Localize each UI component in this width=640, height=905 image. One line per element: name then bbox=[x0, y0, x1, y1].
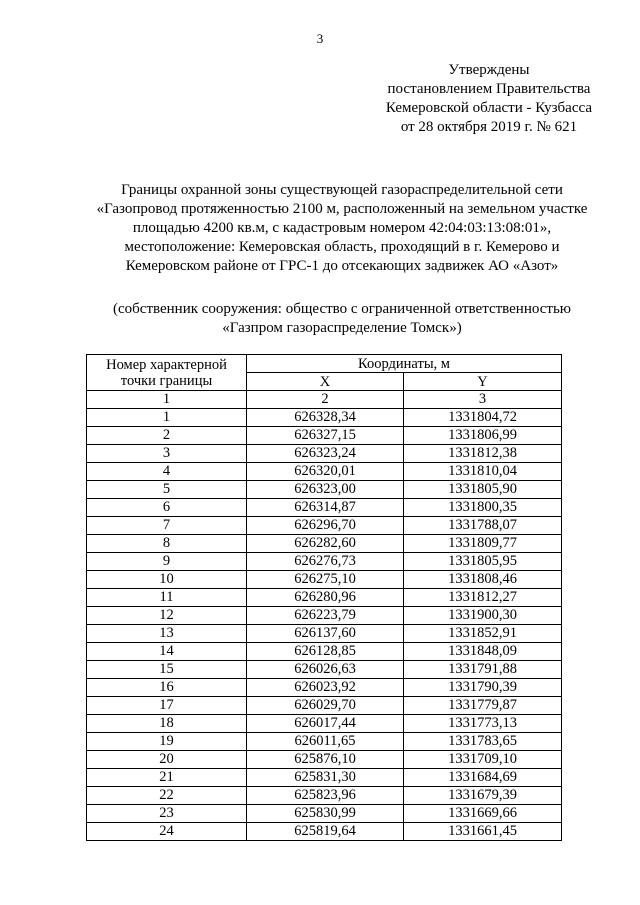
y-coordinate-cell: 1331900,30 bbox=[404, 607, 562, 625]
y-coordinate-cell: 1331809,77 bbox=[404, 535, 562, 553]
point-number-cell: 9 bbox=[87, 553, 247, 571]
table-row bbox=[87, 823, 562, 841]
table-row bbox=[87, 571, 562, 589]
approval-line: Утверждены bbox=[448, 62, 530, 78]
point-number-cell: 21 bbox=[87, 769, 247, 787]
header-x: X bbox=[247, 373, 404, 391]
point-number-cell: 24 bbox=[87, 823, 247, 841]
table-row bbox=[87, 805, 562, 823]
point-number-cell: 23 bbox=[87, 805, 247, 823]
table-row bbox=[87, 625, 562, 643]
point-number-cell: 13 bbox=[87, 625, 247, 643]
x-coordinate-cell: 625830,99 bbox=[247, 805, 404, 823]
table-row bbox=[87, 427, 562, 445]
x-coordinate-cell: 626026,63 bbox=[247, 661, 404, 679]
x-coordinate-cell: 626017,44 bbox=[247, 715, 404, 733]
x-coordinate-cell: 626023,92 bbox=[247, 679, 404, 697]
owner-line: «Газпром газораспределение Томск») bbox=[222, 320, 462, 336]
y-coordinate-cell: 1331810,04 bbox=[404, 463, 562, 481]
owner-note bbox=[40, 300, 640, 338]
y-coordinate-cell: 1331669,66 bbox=[404, 805, 562, 823]
table-row bbox=[87, 535, 562, 553]
y-coordinate-cell: 1331800,35 bbox=[404, 499, 562, 517]
point-number-cell: 12 bbox=[87, 607, 247, 625]
header-point-line: Номер характерной bbox=[106, 356, 227, 373]
table-row bbox=[87, 751, 562, 769]
point-number-cell: 6 bbox=[87, 499, 247, 517]
y-coordinate-cell: 1331788,07 bbox=[404, 517, 562, 535]
point-number-cell: 1 bbox=[87, 409, 247, 427]
title-line: Границы охранной зоны существующей газораспределительной сети bbox=[121, 182, 563, 198]
title-line: Кемеровском районе от ГРС-1 до отсекающих задвижек АО «Азот» bbox=[125, 258, 559, 274]
x-coordinate-cell: 626276,73 bbox=[247, 553, 404, 571]
y-coordinate-cell: 1331661,45 bbox=[404, 823, 562, 841]
header-y: Y bbox=[404, 373, 562, 391]
approval-line: Кемеровской области - Кузбасса bbox=[385, 100, 592, 116]
point-number-cell: 2 bbox=[87, 427, 247, 445]
x-coordinate-cell: 626323,00 bbox=[247, 481, 404, 499]
point-number-cell: 7 bbox=[87, 517, 247, 535]
y-coordinate-cell: 1331852,91 bbox=[404, 625, 562, 643]
point-number-cell: 11 bbox=[87, 589, 247, 607]
point-number-cell: 18 bbox=[87, 715, 247, 733]
header-point-line: точки границы bbox=[120, 372, 213, 389]
x-coordinate-cell: 626011,65 bbox=[247, 733, 404, 751]
owner-line: (собственник сооружения: общество с ограниченной ответственностью bbox=[113, 301, 571, 317]
x-coordinate-cell: 626137,60 bbox=[247, 625, 404, 643]
x-coordinate-cell: 625876,10 bbox=[247, 751, 404, 769]
coordinates-table bbox=[86, 354, 562, 841]
point-number-cell: 19 bbox=[87, 733, 247, 751]
table-row bbox=[87, 733, 562, 751]
x-coordinate-cell: 626223,79 bbox=[247, 607, 404, 625]
point-number-cell: 5 bbox=[87, 481, 247, 499]
y-coordinate-cell: 1331812,27 bbox=[404, 589, 562, 607]
y-coordinate-cell: 1331684,69 bbox=[404, 769, 562, 787]
point-number-cell: 4 bbox=[87, 463, 247, 481]
y-coordinate-cell: 1331805,95 bbox=[404, 553, 562, 571]
point-number-cell: 10 bbox=[87, 571, 247, 589]
table-row bbox=[87, 715, 562, 733]
page-number: 3 bbox=[316, 31, 324, 46]
y-coordinate-cell: 1331806,99 bbox=[404, 427, 562, 445]
table-row bbox=[87, 463, 562, 481]
table-row bbox=[87, 409, 562, 427]
x-coordinate-cell: 626275,10 bbox=[247, 571, 404, 589]
y-coordinate-cell: 1331812,38 bbox=[404, 445, 562, 463]
x-coordinate-cell: 626328,34 bbox=[247, 409, 404, 427]
title-line: местоположение: Кемеровская область, проходящий в г. Кемерово и bbox=[124, 239, 560, 255]
y-coordinate-cell: 1331679,39 bbox=[404, 787, 562, 805]
y-coordinate-cell: 1331848,09 bbox=[404, 643, 562, 661]
x-coordinate-cell: 626282,60 bbox=[247, 535, 404, 553]
point-number-cell: 16 bbox=[87, 679, 247, 697]
y-coordinate-cell: 1331808,46 bbox=[404, 571, 562, 589]
y-coordinate-cell: 1331790,39 bbox=[404, 679, 562, 697]
x-coordinate-cell: 626314,87 bbox=[247, 499, 404, 517]
title-line: «Газопровод протяженностью 2100 м, расположенный на земельном участке bbox=[96, 201, 588, 217]
point-number-cell: 8 bbox=[87, 535, 247, 553]
table-row bbox=[87, 607, 562, 625]
y-coordinate-cell: 1331783,65 bbox=[404, 733, 562, 751]
table-row bbox=[87, 589, 562, 607]
table-row bbox=[87, 643, 562, 661]
x-coordinate-cell: 625831,30 bbox=[247, 769, 404, 787]
table-row bbox=[87, 517, 562, 535]
table-row bbox=[87, 481, 562, 499]
x-coordinate-cell: 625819,64 bbox=[247, 823, 404, 841]
table-row bbox=[87, 499, 562, 517]
approval-line: постановлением Правительства bbox=[387, 81, 591, 97]
x-coordinate-cell: 625823,96 bbox=[247, 787, 404, 805]
table-row bbox=[87, 697, 562, 715]
y-coordinate-cell: 1331791,88 bbox=[404, 661, 562, 679]
table-row bbox=[87, 553, 562, 571]
y-coordinate-cell: 1331779,87 bbox=[404, 697, 562, 715]
approval-line: от 28 октября 2019 г. № 621 bbox=[400, 119, 578, 135]
x-coordinate-cell: 626029,70 bbox=[247, 697, 404, 715]
table-row bbox=[87, 787, 562, 805]
point-number-cell: 22 bbox=[87, 787, 247, 805]
column-number-3: 3 bbox=[404, 391, 562, 409]
table-row bbox=[87, 769, 562, 787]
y-coordinate-cell: 1331805,90 bbox=[404, 481, 562, 499]
y-coordinate-cell: 1331804,72 bbox=[404, 409, 562, 427]
point-number-cell: 14 bbox=[87, 643, 247, 661]
table-row bbox=[87, 445, 562, 463]
x-coordinate-cell: 626128,85 bbox=[247, 643, 404, 661]
x-coordinate-cell: 626296,70 bbox=[247, 517, 404, 535]
title-line: площадью 4200 кв.м, с кадастровым номером 42:04:03:13:08:01», bbox=[132, 220, 552, 236]
point-number-cell: 15 bbox=[87, 661, 247, 679]
y-coordinate-cell: 1331709,10 bbox=[404, 751, 562, 769]
header-point-number bbox=[87, 355, 247, 391]
x-coordinate-cell: 626320,01 bbox=[247, 463, 404, 481]
x-coordinate-cell: 626280,96 bbox=[247, 589, 404, 607]
x-coordinate-cell: 626327,15 bbox=[247, 427, 404, 445]
x-coordinate-cell: 626323,24 bbox=[247, 445, 404, 463]
point-number-cell: 17 bbox=[87, 697, 247, 715]
approval-block bbox=[386, 61, 592, 137]
table-row bbox=[87, 679, 562, 697]
column-number-2: 2 bbox=[247, 391, 404, 409]
table-row bbox=[87, 661, 562, 679]
y-coordinate-cell: 1331773,13 bbox=[404, 715, 562, 733]
document-title bbox=[40, 181, 640, 276]
point-number-cell: 3 bbox=[87, 445, 247, 463]
point-number-cell: 20 bbox=[87, 751, 247, 769]
header-coordinates: Координаты, м bbox=[247, 355, 562, 373]
column-number-1: 1 bbox=[87, 391, 247, 409]
